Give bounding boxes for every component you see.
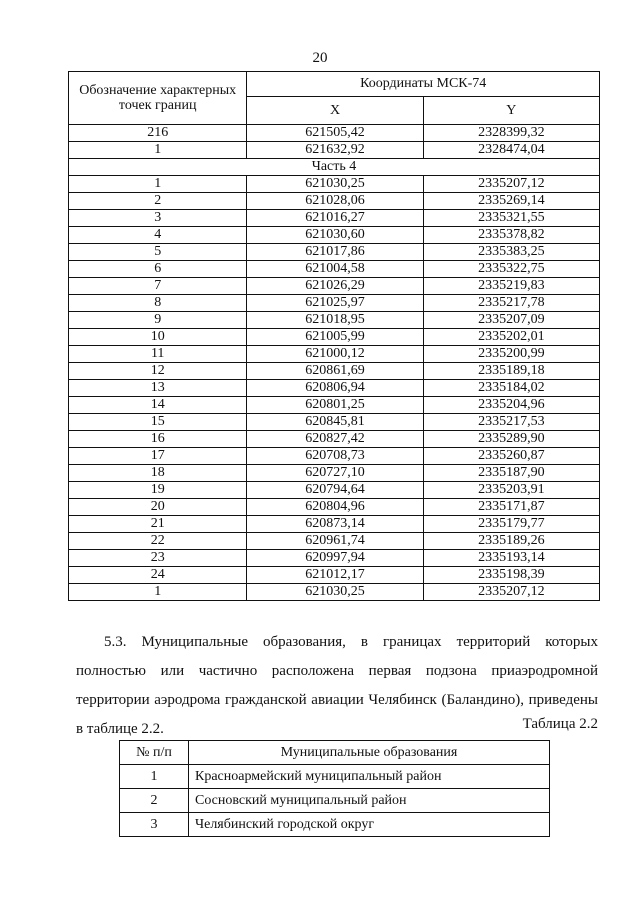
y-coordinate-cell: 2335204,96 (423, 397, 599, 414)
table-row (69, 499, 600, 516)
table-row (120, 765, 550, 789)
y-coordinate-cell: 2335289,90 (423, 431, 599, 448)
header-coordinate-system: Координаты МСК-74 (247, 72, 600, 97)
point-number-cell: 16 (69, 431, 247, 448)
x-coordinate-cell: 621030,25 (247, 584, 423, 601)
x-coordinate-cell: 621505,42 (247, 125, 423, 142)
municipality-name-cell: Красноармейский муниципальный район (189, 765, 550, 789)
section-row (69, 159, 600, 176)
table-row (69, 278, 600, 295)
point-number-cell: 21 (69, 516, 247, 533)
y-coordinate-cell: 2335219,83 (423, 278, 599, 295)
point-number-cell: 3 (69, 210, 247, 227)
header-y: Y (423, 97, 599, 125)
y-coordinate-cell: 2335184,02 (423, 380, 599, 397)
x-coordinate-cell: 620708,73 (247, 448, 423, 465)
y-coordinate-cell: 2335383,25 (423, 244, 599, 261)
y-coordinate-cell: 2335203,91 (423, 482, 599, 499)
table-row (69, 176, 600, 193)
table-row (69, 516, 600, 533)
table-row (69, 584, 600, 601)
x-coordinate-cell: 621018,95 (247, 312, 423, 329)
y-coordinate-cell: 2335217,78 (423, 295, 599, 312)
y-coordinate-cell: 2335189,26 (423, 533, 599, 550)
row-number-cell: 3 (120, 813, 189, 837)
x-coordinate-cell: 621016,27 (247, 210, 423, 227)
table-row (120, 789, 550, 813)
x-coordinate-cell: 621030,25 (247, 176, 423, 193)
point-number-cell: 13 (69, 380, 247, 397)
y-coordinate-cell: 2335189,18 (423, 363, 599, 380)
point-number-cell: 1 (69, 176, 247, 193)
table-row (69, 125, 600, 142)
point-number-cell: 1 (69, 584, 247, 601)
table-row (69, 414, 600, 431)
x-coordinate-cell: 621012,17 (247, 567, 423, 584)
x-coordinate-cell: 621030,60 (247, 227, 423, 244)
point-number-cell: 19 (69, 482, 247, 499)
x-coordinate-cell: 621028,06 (247, 193, 423, 210)
x-coordinate-cell: 621017,86 (247, 244, 423, 261)
table-row (69, 431, 600, 448)
point-number-cell: 10 (69, 329, 247, 346)
point-number-cell: 18 (69, 465, 247, 482)
page-number: 20 (312, 50, 328, 66)
point-number-cell: 2 (69, 193, 247, 210)
table-row (69, 397, 600, 414)
point-number-cell: 15 (69, 414, 247, 431)
point-number-cell: 24 (69, 567, 247, 584)
x-coordinate-cell: 620727,10 (247, 465, 423, 482)
table-row (69, 567, 600, 584)
table-row (69, 193, 600, 210)
y-coordinate-cell: 2335322,75 (423, 261, 599, 278)
x-coordinate-cell: 620845,81 (247, 414, 423, 431)
y-coordinate-cell: 2335217,53 (423, 414, 599, 431)
y-coordinate-cell: 2335193,14 (423, 550, 599, 567)
y-coordinate-cell: 2328399,32 (423, 125, 599, 142)
municipality-name-cell: Челябинский городской округ (189, 813, 550, 837)
point-number-cell: 6 (69, 261, 247, 278)
point-number-cell: 23 (69, 550, 247, 567)
x-coordinate-cell: 621025,97 (247, 295, 423, 312)
point-number-cell: 216 (69, 125, 247, 142)
row-number-cell: 2 (120, 789, 189, 813)
x-coordinate-cell: 621000,12 (247, 346, 423, 363)
point-number-cell: 22 (69, 533, 247, 550)
table-row (69, 244, 600, 261)
y-coordinate-cell: 2335260,87 (423, 448, 599, 465)
y-coordinate-cell: 2335200,99 (423, 346, 599, 363)
section-title: Часть 4 (69, 159, 600, 176)
table-row (69, 346, 600, 363)
table-row (69, 533, 600, 550)
municipality-name-cell: Сосновский муниципальный район (189, 789, 550, 813)
header-point-label: Обозначение характерных точек границ (69, 72, 247, 125)
table-row (69, 363, 600, 380)
y-coordinate-cell: 2335207,09 (423, 312, 599, 329)
point-number-cell: 4 (69, 227, 247, 244)
x-coordinate-cell: 621026,29 (247, 278, 423, 295)
table-row (69, 227, 600, 244)
x-coordinate-cell: 620806,94 (247, 380, 423, 397)
point-number-cell: 17 (69, 448, 247, 465)
x-coordinate-cell: 620873,14 (247, 516, 423, 533)
municipalities-table (119, 740, 550, 837)
y-coordinate-cell: 2335321,55 (423, 210, 599, 227)
x-coordinate-cell: 620804,96 (247, 499, 423, 516)
y-coordinate-cell: 2328474,04 (423, 142, 599, 159)
y-coordinate-cell: 2335187,90 (423, 465, 599, 482)
point-number-cell: 9 (69, 312, 247, 329)
y-coordinate-cell: 2335269,14 (423, 193, 599, 210)
x-coordinate-cell: 620801,25 (247, 397, 423, 414)
header-number: № п/п (120, 741, 189, 765)
x-coordinate-cell: 620794,64 (247, 482, 423, 499)
row-number-cell: 1 (120, 765, 189, 789)
table-row (69, 312, 600, 329)
x-coordinate-cell: 620997,94 (247, 550, 423, 567)
table-row (69, 295, 600, 312)
x-coordinate-cell: 621632,92 (247, 142, 423, 159)
y-coordinate-cell: 2335378,82 (423, 227, 599, 244)
table-row (69, 465, 600, 482)
x-coordinate-cell: 620827,42 (247, 431, 423, 448)
x-coordinate-cell: 621005,99 (247, 329, 423, 346)
paragraph-5-3: 5.3. Муниципальные образования, в границах территорий которых полностью или частично расположена первая подзона приаэродромной территории аэродрома гражданской авиации Челябинск (Баландино), приведены в таблице 2.2. (76, 634, 598, 737)
x-coordinate-cell: 621004,58 (247, 261, 423, 278)
header-x: X (247, 97, 423, 125)
x-coordinate-cell: 620961,74 (247, 533, 423, 550)
coordinates-table (68, 71, 600, 601)
table-row (120, 813, 550, 837)
point-number-cell: 5 (69, 244, 247, 261)
table-row (69, 329, 600, 346)
x-coordinate-cell: 620861,69 (247, 363, 423, 380)
table-row (69, 448, 600, 465)
y-coordinate-cell: 2335198,39 (423, 567, 599, 584)
point-number-cell: 1 (69, 142, 247, 159)
y-coordinate-cell: 2335179,77 (423, 516, 599, 533)
table-row (69, 142, 600, 159)
y-coordinate-cell: 2335207,12 (423, 176, 599, 193)
point-number-cell: 11 (69, 346, 247, 363)
point-number-cell: 20 (69, 499, 247, 516)
point-number-cell: 14 (69, 397, 247, 414)
point-number-cell: 12 (69, 363, 247, 380)
y-coordinate-cell: 2335207,12 (423, 584, 599, 601)
table-row (69, 380, 600, 397)
table-row (69, 550, 600, 567)
header-municipality: Муниципальные образования (189, 741, 550, 765)
y-coordinate-cell: 2335202,01 (423, 329, 599, 346)
table-row (69, 482, 600, 499)
table-row (69, 261, 600, 278)
point-number-cell: 8 (69, 295, 247, 312)
table-row (69, 210, 600, 227)
point-number-cell: 7 (69, 278, 247, 295)
y-coordinate-cell: 2335171,87 (423, 499, 599, 516)
table-caption: Таблица 2.2 (522, 716, 598, 732)
